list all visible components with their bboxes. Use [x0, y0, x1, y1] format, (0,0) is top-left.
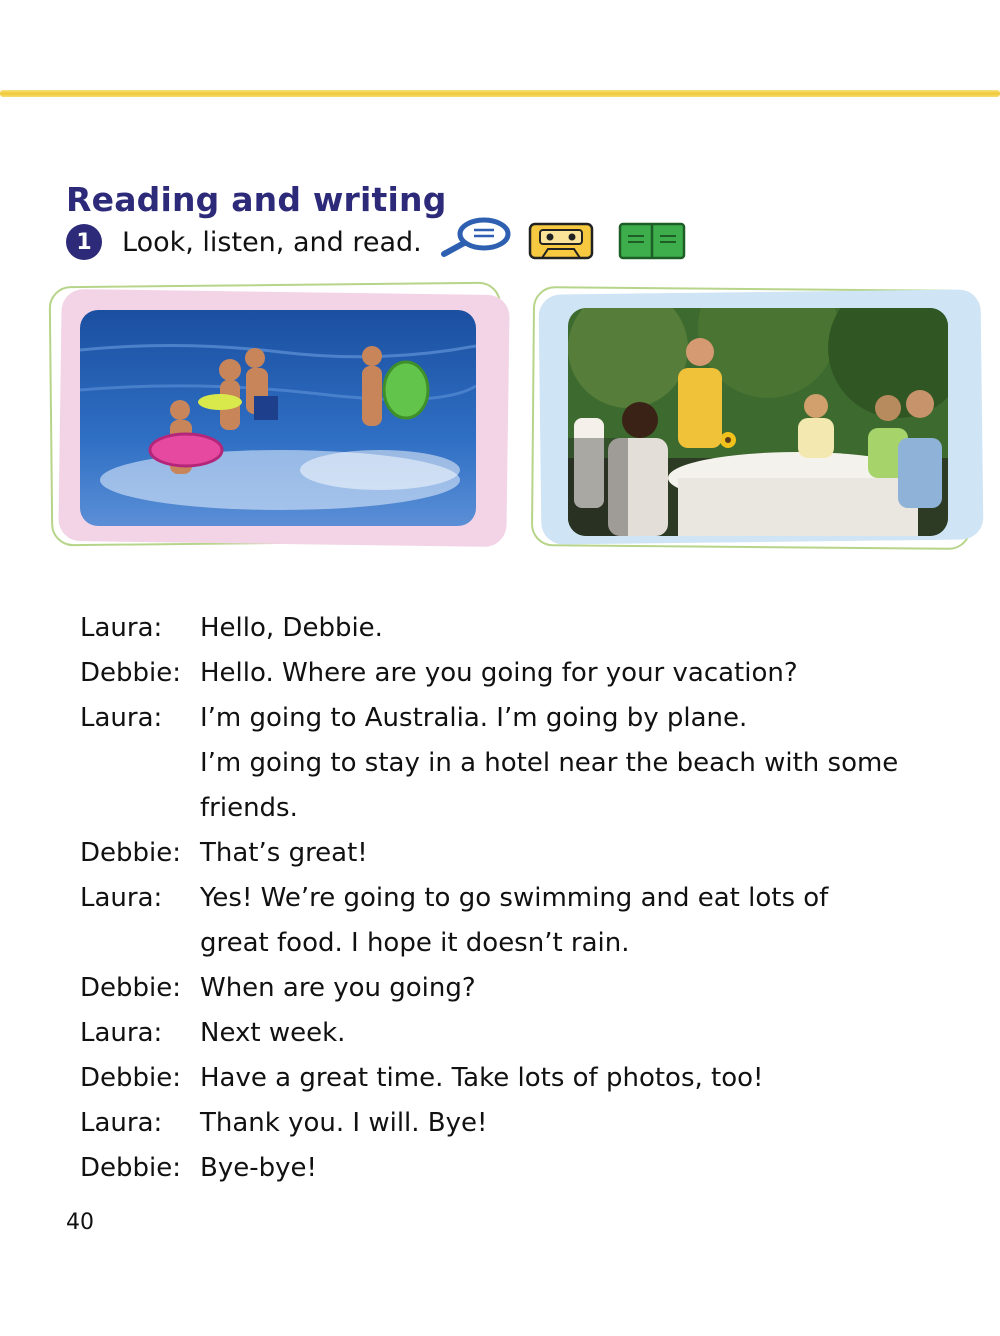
- dialogue-line-continuation: [80, 786, 960, 831]
- speech-text: When are you going?: [200, 973, 476, 1003]
- speech-text: Thank you. I will. Bye!: [200, 1108, 488, 1138]
- dialogue-line-continuation: [80, 921, 960, 966]
- speech-text: I’m going to Australia. I’m going by plane.: [200, 703, 748, 733]
- section-title: Reading and writing: [66, 180, 447, 219]
- dialogue-line: [80, 876, 960, 921]
- dialogue-line: [80, 1011, 960, 1056]
- dialogue-line: [80, 966, 960, 1011]
- speech-text: Hello, Debbie.: [200, 613, 383, 643]
- speaker: Laura:: [80, 1018, 163, 1048]
- speaker: Debbie:: [80, 658, 182, 688]
- dialogue: [80, 606, 960, 1191]
- speech-text: Bye-bye!: [200, 1153, 317, 1183]
- top-yellow-rule: [0, 90, 1000, 97]
- dialogue-line: [80, 696, 960, 741]
- speech-text: Hello. Where are you going for your vacation?: [200, 658, 798, 688]
- exercise-number-badge: 1: [66, 224, 102, 260]
- dialogue-line: [80, 831, 960, 876]
- speaker: Debbie:: [80, 838, 182, 868]
- magnifier-icon: [438, 216, 514, 260]
- speech-text: friends.: [200, 793, 298, 823]
- dialogue-line: [80, 1101, 960, 1146]
- speaker: Debbie:: [80, 973, 182, 1003]
- speech-text: Yes! We’re going to go swimming and eat lots of: [200, 883, 829, 913]
- speech-text: That’s great!: [200, 838, 368, 868]
- dialogue-line: [80, 651, 960, 696]
- speech-text: I’m going to stay in a hotel near the beach with some: [200, 748, 899, 778]
- speech-text: Next week.: [200, 1018, 346, 1048]
- dialogue-line: [80, 1146, 960, 1191]
- speaker: Laura:: [80, 613, 163, 643]
- dialogue-line-continuation: [80, 741, 960, 786]
- speech-text: Have a great time. Take lots of photos, too!: [200, 1063, 764, 1093]
- garden-dinner-photo: [568, 308, 948, 536]
- speaker: Laura:: [80, 703, 163, 733]
- dialogue-line: [80, 1056, 960, 1101]
- speaker: Debbie:: [80, 1153, 182, 1183]
- dialogue-line: [80, 606, 960, 651]
- speech-text: great food. I hope it doesn’t rain.: [200, 928, 630, 958]
- speaker: Laura:: [80, 883, 163, 913]
- page-number: 40: [66, 1210, 94, 1235]
- instruction-text: Look, listen, and read.: [122, 226, 422, 258]
- speaker: Debbie:: [80, 1063, 182, 1093]
- book-icon: [618, 222, 686, 260]
- exercise-instruction: [66, 224, 422, 260]
- cassette-icon: [528, 222, 594, 260]
- beach-photo: [80, 310, 476, 526]
- speaker: Laura:: [80, 1108, 163, 1138]
